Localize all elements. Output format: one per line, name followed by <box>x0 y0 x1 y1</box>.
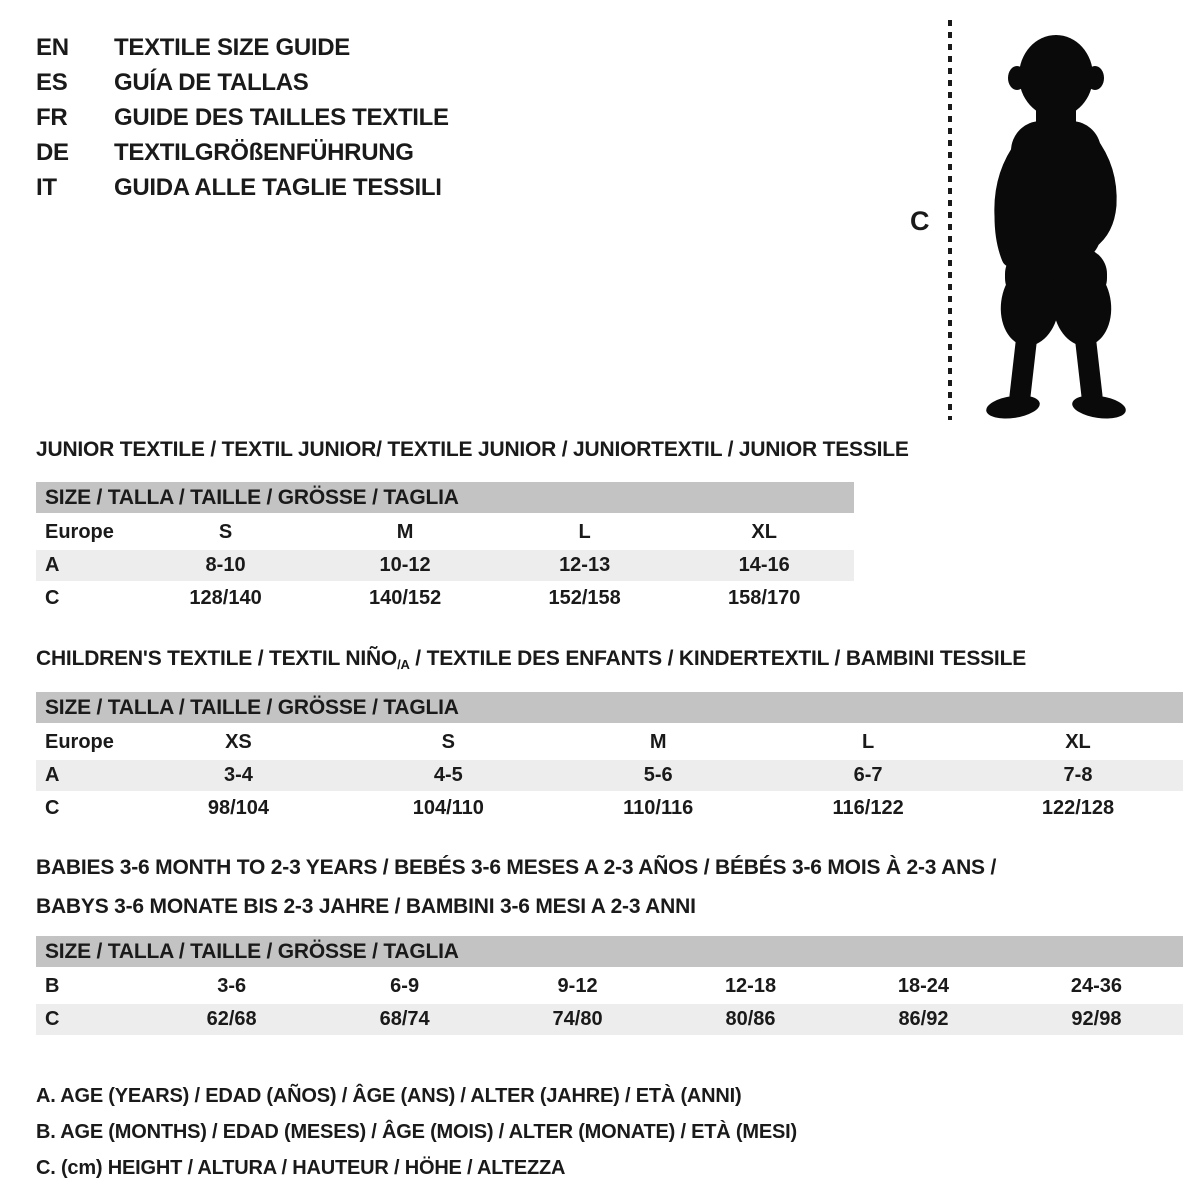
size-value: L <box>578 521 591 543</box>
row-label: Europe <box>45 731 114 753</box>
size-value: 24-36 <box>1070 975 1122 997</box>
section-children <box>36 647 1183 824</box>
row-label: A <box>45 764 60 786</box>
size-value: XS <box>225 731 252 753</box>
language-code: FR <box>36 104 68 131</box>
table-row <box>36 791 1183 824</box>
size-value: 152/158 <box>548 587 621 609</box>
height-measure-figure <box>900 16 1152 426</box>
language-title-list <box>36 30 596 205</box>
row-label: C <box>45 587 60 609</box>
size-table-header: SIZE / TALLA / TAILLE / GRÖSSE / TAGLIA <box>36 692 1183 723</box>
children-title-subscript: /A <box>397 657 410 672</box>
size-value: S <box>441 731 455 753</box>
language-row-es <box>36 65 596 100</box>
children-title-pre: CHILDREN'S TEXTILE / TEXTIL NIÑO <box>36 647 398 670</box>
table-row <box>36 969 1183 1002</box>
size-value: 14-16 <box>738 554 790 576</box>
size-value: 7-8 <box>1063 764 1093 786</box>
size-value: M <box>396 521 414 543</box>
size-value: 80/86 <box>725 1008 776 1030</box>
table-row <box>36 515 854 548</box>
size-value: 92/98 <box>1071 1008 1122 1030</box>
height-measure-dashed-line <box>948 20 952 420</box>
size-value: 3-4 <box>223 764 253 786</box>
section-babies <box>36 848 1183 1035</box>
size-value: 98/104 <box>207 797 270 819</box>
language-row-en <box>36 30 596 65</box>
babies-size-table <box>36 936 1183 1035</box>
size-value: XL <box>1065 731 1091 753</box>
children-title-post: / TEXTILE DES ENFANTS / KINDERTEXTIL / BAMBINI TESSILE <box>409 647 1027 670</box>
table-row <box>36 548 854 581</box>
size-value: 122/128 <box>1041 797 1115 819</box>
legend-height-cm: C. (cm) HEIGHT / ALTURA / HAUTEUR / HÖHE / ALTEZZA <box>36 1157 566 1179</box>
guide-title: GUÍA DE TALLAS <box>114 69 309 96</box>
size-value: 8-10 <box>205 554 246 576</box>
row-label: C <box>45 1008 60 1030</box>
size-value: 68/74 <box>379 1008 430 1030</box>
height-measure-label: C <box>910 206 930 236</box>
guide-title: TEXTILE SIZE GUIDE <box>114 34 350 61</box>
size-value: 140/152 <box>368 587 442 609</box>
language-code: ES <box>36 69 68 96</box>
size-value: 3-6 <box>217 975 247 997</box>
guide-title: GUIDA ALLE TAGLIE TESSILI <box>114 174 442 201</box>
size-value: 18-24 <box>897 975 950 997</box>
table-row <box>36 758 1183 791</box>
size-value: 62/68 <box>206 1008 257 1030</box>
size-value: 4-5 <box>433 764 463 786</box>
size-value: 128/140 <box>189 587 262 609</box>
language-row-it <box>36 170 596 205</box>
table-row <box>36 725 1183 758</box>
size-table-header: SIZE / TALLA / TAILLE / GRÖSSE / TAGLIA <box>36 936 1183 967</box>
size-value: 9-12 <box>557 975 598 997</box>
junior-size-table <box>36 482 854 614</box>
row-label: C <box>45 797 60 819</box>
size-value: S <box>218 521 233 543</box>
babies-section-title-line1: BABIES 3-6 MONTH TO 2-3 YEARS / BEBÉS 3-6 MESES A 2-3 AÑOS / BÉBÉS 3-6 MOIS À 2-3 ANS / <box>36 856 997 879</box>
size-value: M <box>649 731 667 753</box>
size-value: 116/122 <box>832 797 904 819</box>
children-section-title <box>36 647 1183 672</box>
row-label: B <box>45 975 60 997</box>
row-label: Europe <box>45 521 114 543</box>
size-value: 86/92 <box>898 1008 949 1030</box>
section-junior <box>36 438 1183 614</box>
language-code: DE <box>36 139 69 166</box>
children-size-table <box>36 692 1183 824</box>
toddler-silhouette-icon <box>968 24 1144 424</box>
size-value: XL <box>751 521 777 543</box>
size-value: 74/80 <box>552 1008 603 1030</box>
size-value: 5-6 <box>643 764 673 786</box>
size-value: 12-18 <box>724 975 777 997</box>
size-value: 6-9 <box>390 975 420 997</box>
size-value: 158/170 <box>728 587 801 609</box>
language-row-fr <box>36 100 596 135</box>
junior-section-title: JUNIOR TEXTILE / TEXTIL JUNIOR/ TEXTILE JUNIOR / JUNIORTEXTIL / JUNIOR TESSILE <box>36 438 909 461</box>
measure-legend <box>36 1078 1183 1186</box>
legend-age-years: A. AGE (YEARS) / EDAD (AÑOS) / ÂGE (ANS) / ALTER (JAHRE) / ETÀ (ANNI) <box>36 1085 742 1107</box>
size-value: 6-7 <box>853 764 883 786</box>
size-value: 12-13 <box>559 554 611 576</box>
size-value: 10-12 <box>379 554 431 576</box>
language-code: IT <box>36 174 57 201</box>
row-label: A <box>45 554 60 576</box>
size-value: L <box>861 731 875 753</box>
legend-age-months: B. AGE (MONTHS) / EDAD (MESES) / ÂGE (MOIS) / ALTER (MONATE) / ETÀ (MESI) <box>36 1121 797 1143</box>
guide-title: GUIDE DES TAILLES TEXTILE <box>114 104 449 131</box>
guide-title: TEXTILGRÖßENFÜHRUNG <box>114 139 414 166</box>
size-value: 104/110 <box>412 797 484 819</box>
table-row <box>36 1002 1183 1035</box>
size-table-header: SIZE / TALLA / TAILLE / GRÖSSE / TAGLIA <box>36 482 854 513</box>
language-row-de <box>36 135 596 170</box>
table-row <box>36 581 854 614</box>
language-code: EN <box>36 34 69 61</box>
babies-section-title-line2: BABYS 3-6 MONATE BIS 2-3 JAHRE / BAMBINI 3-6 MESI A 2-3 ANNI <box>36 895 696 918</box>
size-value: 110/116 <box>623 797 694 819</box>
